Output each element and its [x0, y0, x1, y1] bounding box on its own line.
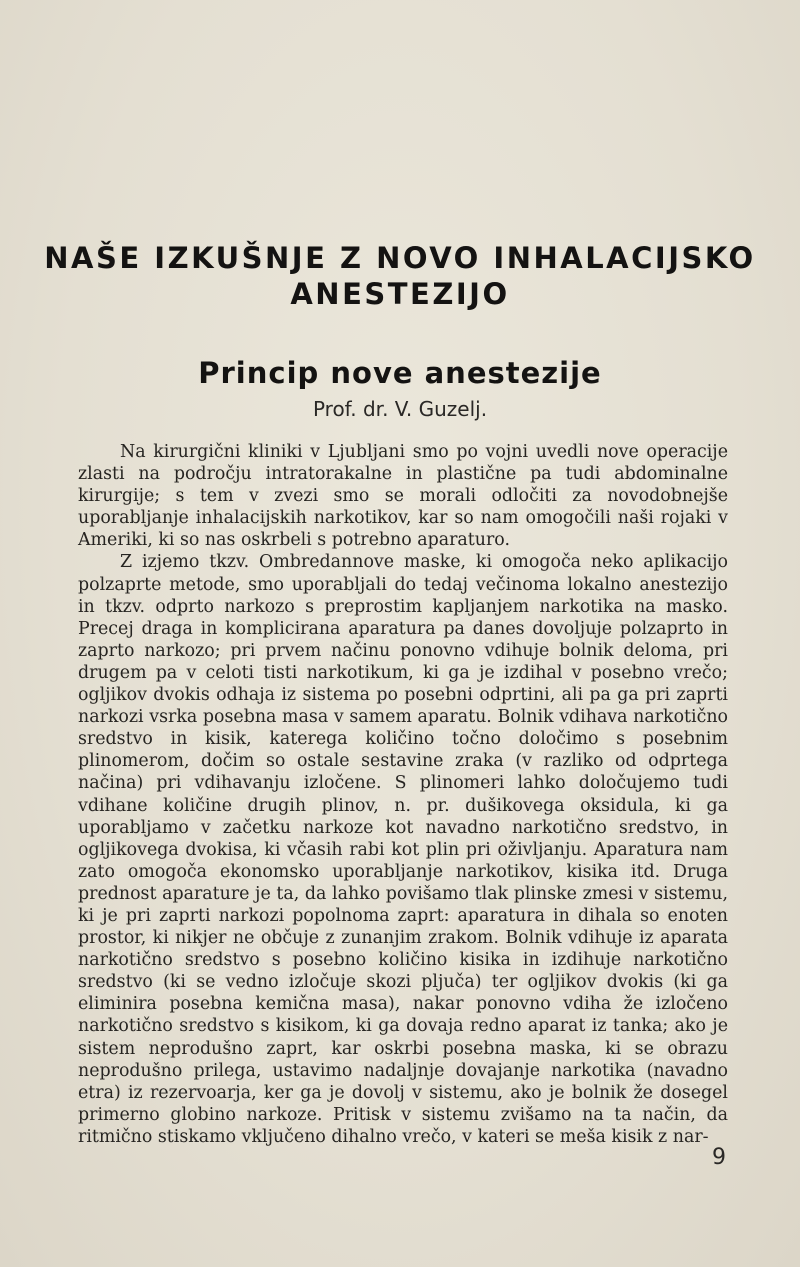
title-line-2: ANESTEZIJO [290, 277, 510, 311]
article-body [78, 441, 728, 1148]
body-paragraph-1: Na kirurgični kliniki v Ljubljani smo po vojni uvedli nove operacije zlasti na področju intratorakalne in plastične pa tudi abdominalne kirurgije; s tem v zvezi smo se morali odločiti za novodobnejše uporabljanje inhalacijskih narkotikov, kar so nam omogočili naši rojaki v Ameriki, ki so nas oskrbeli s potrebno aparaturo. [78, 442, 728, 551]
article-title [0, 240, 800, 312]
article-subtitle: Princip nove anestezije [198, 356, 602, 390]
body-paragraph-2: Z izjemo tkzv. Ombredannove maske, ki omogoča neko aplikacijo polzaprte metode, smo uporabljali do tedaj večinoma lokalno anestezijo in tkzv. odprto narkozo s preprostim kapljanjem narkotika na masko. Precej draga in komplicirana aparatura pa danes dovoljuje polzaprto in zaprto narkozo; pri prvem načinu ponovno vdihuje bolnik deloma, pri drugem pa v celoti tisti narkotikum, ki ga je izdihal v posebno vrečo; ogljikov dvokis odhaja iz sistema po posebni odprtini, ali pa ga pri zaprti narkozi vsrka posebna masa v samem aparatu. Bolnik vdihava narkotično sredstvo in kisik, katerega količino točno določimo s posebnim plinomerom, dočim so ostale sestavine zraka (v razliko od odprtega načina) pri vdihavanju izločene. S plinomeri lahko določujemo tudi vdihane količine drugih plinov, n. pr. dušikovega oksidula, ki ga uporabljamo v začetku narkoze kot navadno narkotično sredstvo, in ogljikovega dvokisa, ki včasih rabi kot plin pri oživljanju. Aparatura nam zato omogoča ekonomsko uporabljanje narkotikov, kisika itd. Druga prednost aparature je ta, da lahko povišamo tlak plinske zmesi v sistemu, ki je pri zaprti narkozi popolnoma zaprt: aparatura in dihala so enoten prostor, ki nikjer ne občuje z zunanjim zrakom. Bolnik vdihuje iz aparata narkotično sredstvo s posebno količino kisika in izdihuje narkotično sredstvo (ki se vedno izločuje skozi pljuča) ter ogljikov dvokis (ki ga eliminira posebna kemična masa), nakar ponovno vdiha že izločeno narkotično sredstvo s kisikom, ki ga dovaja redno aparat iz tanka; ako je sistem neprodušno zaprt, kar oskrbi posebna maska, ki se obrazu neprodušno prilega, ustavimo nadaljnje dovajanje narkotika (navadno etra) iz rezervoarja, ker ga je dovolj v sistemu, ako je bolnik že dosegel primerno globino narkoze. Pritisk v sistemu zvišamo na ta način, da ritmično stiskamo vključeno dihalno vrečo, v kateri se meša kisik z nar- [78, 552, 728, 1147]
article-author: Prof. dr. V. Guzelj. [312, 397, 488, 421]
page-number: 9 [712, 1145, 726, 1170]
title-line-1: NAŠE IZKUŠNJE Z NOVO INHALACIJSKO [44, 241, 756, 275]
